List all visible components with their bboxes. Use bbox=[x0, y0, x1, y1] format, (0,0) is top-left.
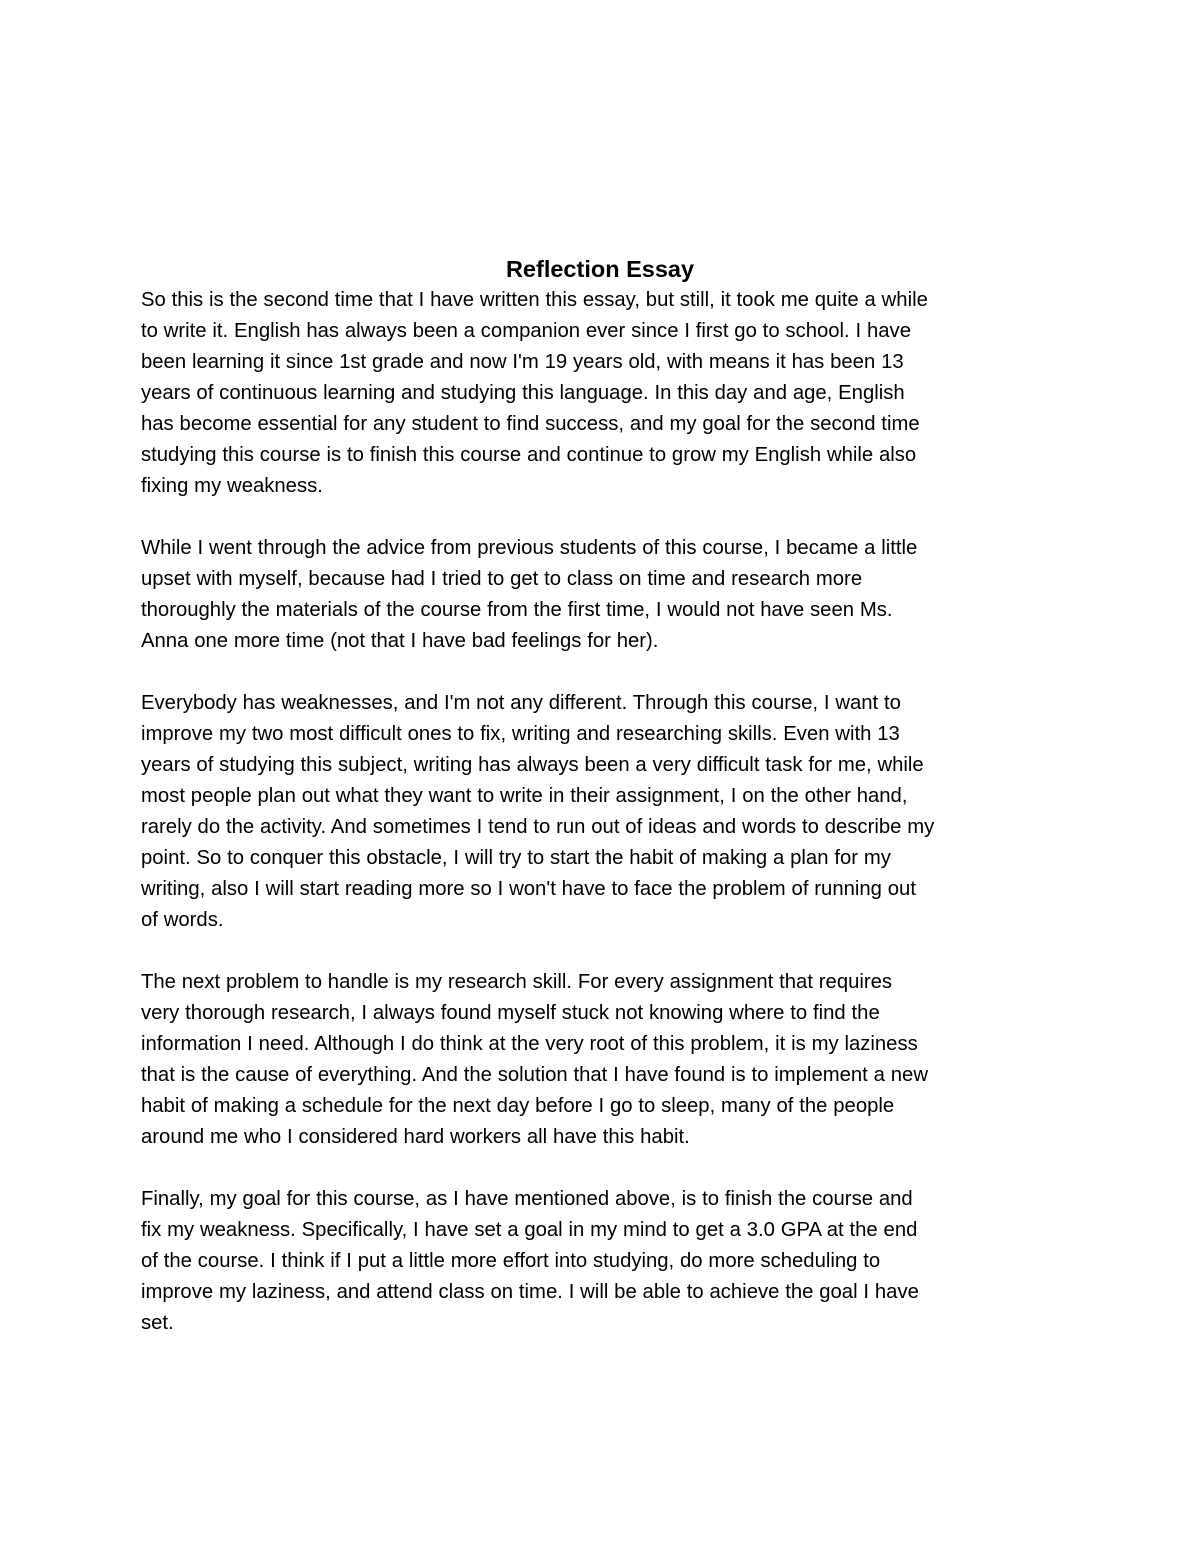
paragraph-line: While I went through the advice from previous students of this course, I became a little bbox=[141, 537, 918, 559]
paragraph-line: improve my two most difficult ones to fix, writing and researching skills. Even with 13 bbox=[141, 723, 900, 745]
essay-paragraph bbox=[141, 967, 1061, 1153]
paragraph-line: most people plan out what they want to write in their assignment, I on the other hand, bbox=[141, 785, 908, 807]
essay-paragraphs bbox=[141, 285, 1061, 1339]
paragraph-line: studying this course is to finish this course and continue to grow my English while also bbox=[141, 444, 917, 466]
paragraph-line: upset with myself, because had I tried to get to class on time and research more bbox=[141, 568, 863, 590]
paragraph-line: Finally, my goal for this course, as I have mentioned above, is to finish the course and bbox=[141, 1188, 913, 1210]
paragraph-line: point. So to conquer this obstacle, I will try to start the habit of making a plan for my bbox=[141, 847, 891, 869]
paragraph-line: The next problem to handle is my research skill. For every assignment that requires bbox=[141, 971, 893, 993]
paragraph-line: thoroughly the materials of the course from the first time, I would not have seen Ms. bbox=[141, 599, 893, 621]
paragraph-line: So this is the second time that I have written this essay, but still, it took me quite a while bbox=[141, 289, 928, 311]
paragraph-line: around me who I considered hard workers all have this habit. bbox=[141, 1126, 690, 1148]
paragraph-line: been learning it since 1st grade and now I'm 19 years old, with means it has been 13 bbox=[141, 351, 904, 373]
paragraph-line: very thorough research, I always found myself stuck not knowing where to find the bbox=[141, 1002, 880, 1024]
paragraph-line: Everybody has weaknesses, and I'm not any different. Through this course, I want to bbox=[141, 692, 901, 714]
paragraph-line: Anna one more time (not that I have bad feelings for her). bbox=[141, 630, 659, 652]
paragraph-line: of words. bbox=[141, 909, 224, 931]
document-title: Reflection Essay bbox=[505, 256, 695, 282]
paragraph-line: improve my laziness, and attend class on time. I will be able to achieve the goal I have bbox=[141, 1281, 919, 1303]
paragraph-line: fix my weakness. Specifically, I have set a goal in my mind to get a 3.0 GPA at the end bbox=[141, 1219, 918, 1241]
essay-paragraph bbox=[141, 688, 1061, 936]
essay-paragraph bbox=[141, 285, 1061, 502]
paragraph-line: years of continuous learning and studying this language. In this day and age, English bbox=[141, 382, 905, 404]
essay-paragraph bbox=[141, 1184, 1061, 1339]
paragraph-line: rarely do the activity. And sometimes I tend to run out of ideas and words to describe my bbox=[141, 816, 935, 838]
paragraph-line: of the course. I think if I put a little more effort into studying, do more scheduling to bbox=[141, 1250, 881, 1272]
paragraph-line: has become essential for any student to find success, and my goal for the second time bbox=[141, 413, 920, 435]
essay-paragraph bbox=[141, 533, 1061, 657]
paragraph-line: that is the cause of everything. And the solution that I have found is to implement a new bbox=[141, 1064, 928, 1086]
paragraph-line: years of studying this subject, writing has always been a very difficult task for me, while bbox=[141, 754, 924, 776]
document-body bbox=[141, 253, 1061, 1339]
paragraph-line: writing, also I will start reading more so I won't have to face the problem of running out bbox=[141, 878, 916, 900]
paragraph-line: information I need. Although I do think at the very root of this problem, it is my laziness bbox=[141, 1033, 918, 1055]
paragraph-line: to write it. English has always been a companion ever since I first go to school. I have bbox=[141, 320, 911, 342]
paragraph-line: set. bbox=[141, 1312, 174, 1334]
paragraph-line: fixing my weakness. bbox=[141, 475, 323, 497]
paragraph-line: habit of making a schedule for the next day before I go to sleep, many of the people bbox=[141, 1095, 895, 1117]
